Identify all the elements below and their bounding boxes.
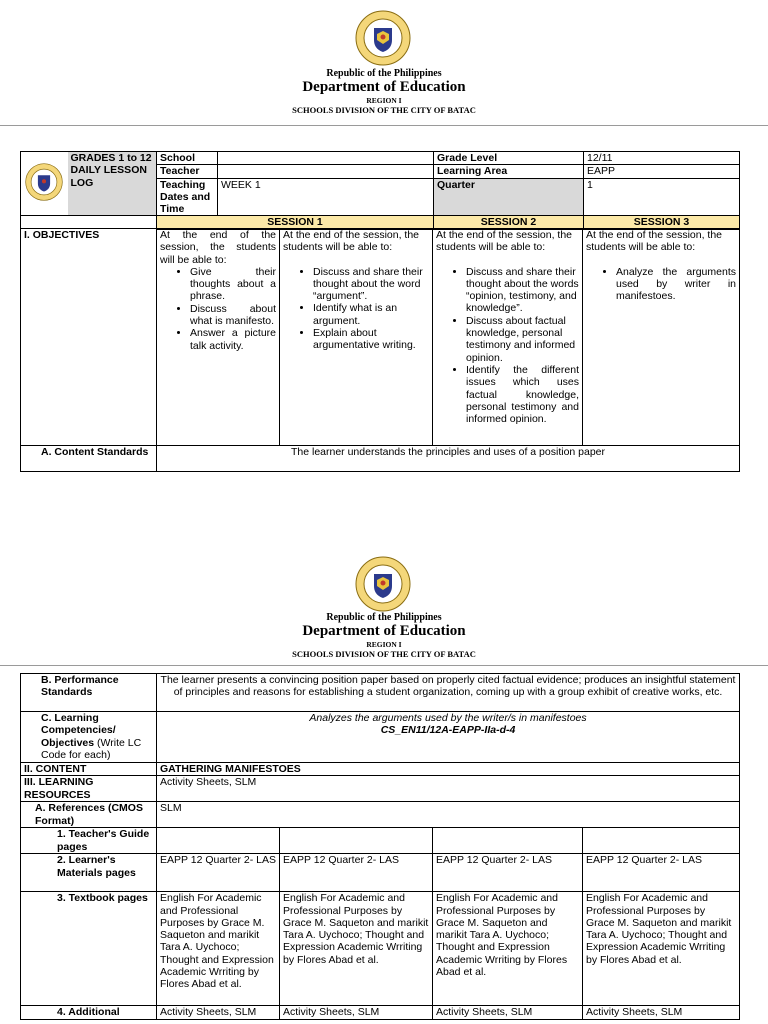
objectives-session-1 [157, 229, 280, 446]
header-divider [0, 125, 768, 126]
list-item: • Discuss and share their thought about the word “argument”. [313, 266, 429, 303]
competencies-value: Analyzes the arguments used by the writer/s in manifestoes [309, 712, 587, 724]
teachers-guide-s2 [280, 828, 433, 854]
lesson-log-table-bottom [20, 673, 740, 1020]
list-item: • Explain about argumentative writing. [313, 327, 429, 352]
deped-seal-icon-page-2 [355, 556, 411, 612]
school-value [218, 152, 434, 165]
list-item: • Answer a picture talk activity. [190, 327, 276, 352]
teachers-guide-s4 [583, 828, 740, 854]
textbook-s1: English For Academic and Professional Purposes by Grace M. Saqueton and marikit Tara A. Uychoco; Thought and Expression Academic Wrriting by Flores Abad et al. [157, 892, 280, 1006]
competencies-label-note: (Write LC Code for each) [41, 736, 142, 761]
objectives-list-4 [586, 266, 736, 303]
teaching-dates-label: Teaching Dates and Time [157, 178, 218, 216]
division-text: SCHOOLS DIVISION OF THE CITY OF BATAC [292, 105, 476, 115]
competencies-value-cell [157, 712, 740, 763]
content-label: II. CONTENT [21, 763, 157, 776]
list-item: • Analyze the arguments used by writer in manifestoes. [616, 266, 736, 303]
content-value: GATHERING MANIFESTOES [157, 763, 740, 776]
learners-materials-s1: EAPP 12 Quarter 2- LAS [157, 854, 280, 892]
list-item: • Give their thoughts about a phrase. [190, 266, 276, 303]
school-label: School [157, 152, 218, 165]
division-text: SCHOOLS DIVISION OF THE CITY OF BATAC [292, 649, 476, 659]
objectives-session-4 [583, 229, 740, 446]
content-standards-value: The learner understands the principles and uses of a position paper [157, 446, 740, 472]
learning-area-label: Learning Area [434, 165, 584, 178]
list-item: • Identify what is an argument. [313, 302, 429, 327]
log-seal-icon [25, 163, 63, 201]
quarter-value: 1 [584, 178, 740, 216]
teacher-label: Teacher [157, 165, 218, 178]
grade-level-value: 12/11 [584, 152, 740, 165]
resources-value: Activity Sheets, SLM [157, 776, 740, 802]
performance-standards-value: The learner presents a convincing position paper based on properly cited factual evidence; produces an insightful statement of principles and reasons for establishing a student organization, coming up with a group exhibit of creative works, etc. [157, 674, 740, 712]
teaching-dates-value: WEEK 1 [218, 178, 434, 216]
log-title: GRADES 1 to 12 DAILY LESSON LOG [68, 152, 157, 216]
textbook-s3: English For Academic and Professional Purposes by Grace M. Saqueton and marikit Tara A. Uychoco; Thought and Expression Academic Wrriting by Flores Abad et al. [433, 892, 583, 1006]
learners-materials-s2: EAPP 12 Quarter 2- LAS [280, 854, 433, 892]
lesson-log-table-top [20, 151, 740, 230]
learners-materials-s4: EAPP 12 Quarter 2- LAS [583, 854, 740, 892]
teachers-guide-label: 1. Teacher's Guide pages [21, 828, 157, 854]
teacher-value [218, 165, 434, 178]
competencies-label: C. Learning Competencies/ Objectives [41, 712, 116, 749]
additional-label: 4. Additional [21, 1006, 157, 1019]
objectives-session-3 [433, 229, 583, 446]
content-standards-label: A. Content Standards [21, 446, 157, 472]
objectives-intro-4: At the end of the session, the students will be able to: [586, 229, 723, 254]
session-3-header: SESSION 3 [584, 216, 740, 229]
competencies-label-cell [21, 712, 157, 763]
teachers-guide-s3 [433, 828, 583, 854]
additional-s3: Activity Sheets, SLM [433, 1006, 583, 1019]
textbook-label: 3. Textbook pages [21, 892, 157, 1006]
additional-s4: Activity Sheets, SLM [583, 1006, 740, 1019]
competencies-code: CS_EN11/12A-EAPP-IIa-d-4 [380, 724, 516, 737]
references-label: A. References (CMOS Format) [21, 802, 157, 828]
list-item: • Discuss about factual knowledge, personal testimony and informed opinion. [466, 315, 579, 364]
deped-seal-icon [355, 10, 411, 66]
learning-area-value: EAPP [584, 165, 740, 178]
letterhead [0, 68, 768, 115]
quarter-label: Quarter [434, 178, 584, 216]
objectives-table [20, 228, 740, 472]
resources-label: III. LEARNING RESOURCES [21, 776, 157, 802]
republic-text: Republic of the Philippines [326, 68, 442, 79]
letterhead-page-2 [0, 612, 768, 659]
grade-level-label: Grade Level [434, 152, 584, 165]
region-text: REGION I [366, 640, 402, 649]
department-title: Department of Education [302, 623, 466, 639]
objectives-list-1 [160, 266, 276, 352]
department-title: Department of Education [302, 79, 466, 95]
performance-standards-label: B. Performance Standards [21, 674, 157, 712]
list-item: • Identify the different issues which uses factual knowledge, personal testimony and informed opinion. [466, 364, 579, 425]
teachers-guide-s1 [157, 828, 280, 854]
session-1-header: SESSION 1 [157, 216, 434, 229]
textbook-s4: English For Academic and Professional Purposes by Grace M. Saqueton and marikit Tara A. Uychoco; Thought and Expression Academic Wrriting by Flores Abad et al. [583, 892, 740, 1006]
list-item: • Discuss about what is manifesto. [190, 303, 276, 328]
republic-text: Republic of the Philippines [326, 612, 442, 623]
learners-materials-label: 2. Learner's Materials pages [21, 854, 157, 892]
additional-s1: Activity Sheets, SLM [157, 1006, 280, 1019]
references-value: SLM [157, 802, 740, 828]
region-text: REGION I [366, 96, 402, 105]
objectives-list-3 [436, 266, 579, 426]
textbook-s2: English For Academic and Professional Purposes by Grace M. Saqueton and marikit Tara A. Uychoco; Thought and Expression Academic Wrriting by Flores Abad et al. [280, 892, 433, 1006]
additional-s2: Activity Sheets, SLM [280, 1006, 433, 1019]
list-item: • Discuss and share their thought about the words “opinion, testimony, and knowledge”. [466, 266, 579, 315]
header-divider-page-2 [0, 665, 768, 666]
session-2-header: SESSION 2 [434, 216, 584, 229]
objectives-session-2 [280, 229, 433, 446]
log-seal-cell [21, 152, 68, 216]
objectives-list-2 [283, 266, 429, 352]
learners-materials-s3: EAPP 12 Quarter 2- LAS [433, 854, 583, 892]
objectives-intro-3: At the end of the session, the students will be able to: [436, 229, 573, 254]
objectives-intro-1: At the end of the session, the students will be able to: [160, 229, 276, 266]
objectives-intro-2: At the end of the session, the students will be able to: [283, 229, 420, 254]
objectives-label: I. OBJECTIVES [21, 229, 157, 446]
